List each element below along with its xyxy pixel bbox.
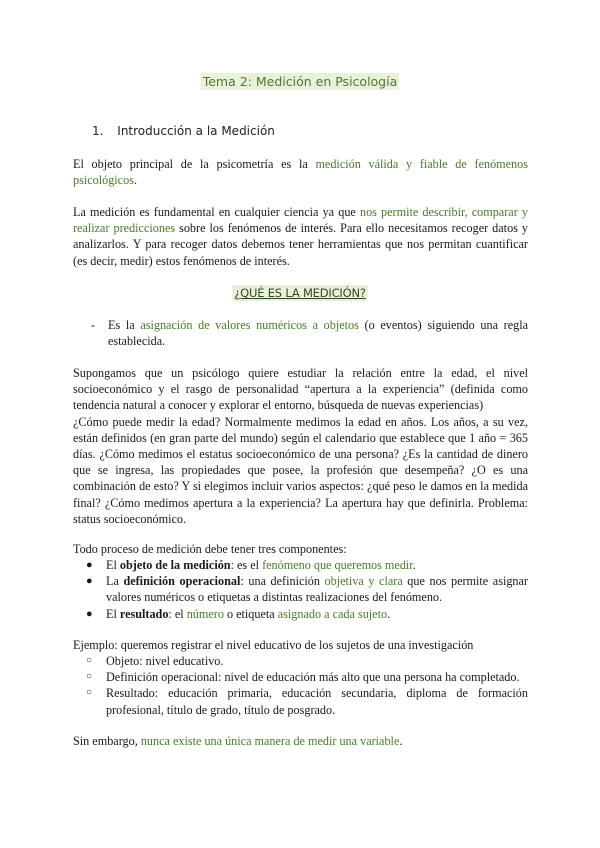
paragraph-objeto [73,156,528,188]
text: . [387,606,391,621]
text: (o eventos) siguiendo una regla establecida. [108,318,529,349]
bullet-icon: ● [86,559,93,571]
text: sobre los fenómenos de interés. Para ello necesitamos recoger datos y analizarlos. Y para recoger datos debemos tener herramientas que nos permitan cuantificar (es decir, medir) estos fenómenos de interés. [73,221,528,268]
section-number: 1. [92,124,104,138]
hollow-bullet-icon: ○ [86,655,93,666]
text: Objeto: nivel educativo. [106,654,224,668]
bold-term: definición operacional [123,574,241,589]
dash-marker: - [91,318,96,332]
highlighted-text: objetiva y clara [324,574,403,589]
text: : es el [230,558,263,572]
text: Sin embargo, [73,734,141,748]
bold-term: objeto de la medición [119,558,231,572]
highlighted-text: asignado a cada sujeto [277,606,388,621]
bullet-icon: ● [86,575,93,588]
bold-term: resultado [119,606,169,621]
text: : una definición [240,574,325,589]
highlighted-text: asignación de valores numéricos a objetos [140,318,359,332]
components-list [73,557,528,622]
text: . [133,173,137,188]
section-heading [92,124,275,138]
definition-item [91,317,528,349]
text: Resultado: educación primaria, educación secundaria, diploma de formación profesional, título de grado, título de posgrado. [106,686,528,717]
paragraph-fundamental [73,204,528,269]
highlighted-text: fenómeno que queremos medir [262,558,413,572]
subheading: ¿QUÉ ES LA MEDICIÓN? [234,286,366,300]
text: La [106,574,124,589]
text: El [106,606,120,621]
text: Es la [108,318,141,332]
text: que nos permite asignar valores numéricos o etiquetas a distintas realizaciones del fenómeno. [106,574,528,605]
bullet-icon: ● [86,607,93,620]
highlighted-text: medición válida y fiable de fenómenos psicológicos [73,157,528,188]
text: . [399,734,403,748]
list-item [73,653,528,669]
hollow-bullet-icon: ○ [86,687,93,699]
components-intro: Todo proceso de medición debe tener tres componentes: [73,542,347,556]
text: El [106,558,120,572]
text: Definición operacional: nivel de educación más alto que una persona ha completado. [106,670,520,685]
example-list [73,653,528,718]
highlighted-text: nunca existe una única manera de medir una variable [140,734,400,748]
list-item [73,669,528,685]
example-intro: Ejemplo: queremos registrar el nivel educativo de los sujetos de una investigación [73,638,474,652]
list-item [73,606,528,622]
text: ¿Cómo puede medir la edad? Normalmente medimos la edad en años. Los años, a su vez, están definidos (en gran parte del mundo) según el calendario que establece que 1 año = 365 días. ¿Cómo medimos el estatus socioeconómico de una persona? ¿Es la cantidad de dinero que se ingresa, las propiedades que posee, la profesión que desempeña? ¿O es una combinación de esto? Y si elegimos incluir varios aspectos: ¿qué peso le damos en la medida final? ¿Cómo medimos apertura a la experiencia? La apertura hay que definirla. Problema: status socioeconómico. [73,414,528,526]
hollow-bullet-icon: ○ [86,671,93,683]
highlighted-text: nos permite describir, comparar y realizar predicciones [73,205,528,236]
list-item [73,557,528,573]
text: La medición es fundamental en cualquier ciencia ya que [73,205,360,219]
list-item [73,573,528,605]
page-title: Tema 2: Medición en Psicología [202,74,398,89]
highlighted-text: número [186,606,224,621]
section-label: Introducción a la Medición [117,124,275,138]
text: o etiqueta [223,606,278,621]
paragraph-closing [73,733,528,749]
list-item [73,685,528,717]
text: Supongamos que un psicólogo quiere estudiar la relación entre la edad, el nivel socioeconómico y el rasgo de personalidad “apertura a la experiencia” (definida como tendencia natural a conocer y explorar el entorno, búsqueda de nuevas experiencias) [73,366,528,413]
text: . [412,558,416,572]
paragraph-supongamos [73,365,528,527]
text: El objeto principal de la psicometría es la [73,157,316,171]
text: : el [168,606,187,621]
